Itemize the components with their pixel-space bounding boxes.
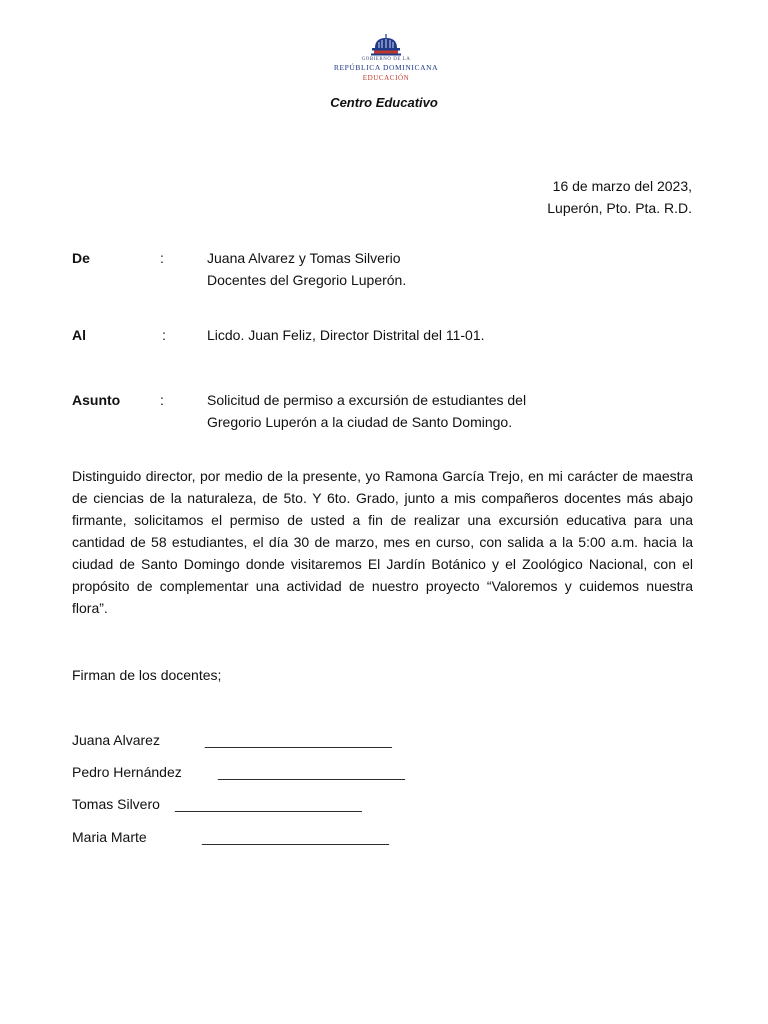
- asunto-colon: :: [160, 392, 164, 408]
- logo-line-educacion: EDUCACIÓN: [362, 74, 410, 82]
- logo-line-gobierno: GOBIERNO DE LA: [361, 57, 411, 62]
- signature-line: ________________________: [175, 796, 362, 812]
- body-paragraph: Distinguido director, por medio de la presente, yo Ramona García Trejo, en mi carácter de maestra de ciencias de la naturaleza, de 5to. Y 6to. Grado, junto a mis compañeros docentes más abajo firmante, solicitamos el permiso de usted a fin de realizar una excursión educativa para una cantidad de 58 estudiantes, el día 30 de marzo, mes en curso, con salida a la 5:00 a.m. hacia la ciudad de Santo Domingo donde visitaremos El Jardín Botánico y el Zoológico Nacional, con el propósito de complementar una actividad de nuestro proyecto “Valoremos y cuidemos nuestra flora”.: [72, 468, 693, 616]
- de-value-line1: Juana Alvarez y Tomas Silverio: [207, 250, 401, 266]
- asunto-label: Asunto: [72, 392, 121, 408]
- al-value-line1: Licdo. Juan Feliz, Director Distrital del 11-01.: [207, 327, 485, 343]
- signature-name: Maria Marte: [72, 829, 147, 845]
- de-colon: :: [160, 250, 164, 266]
- signature-name: Juana Alvarez: [72, 732, 160, 748]
- place-line: Luperón, Pto. Pta. R.D.: [547, 200, 692, 216]
- asunto-value-line2: Gregorio Luperón a la ciudad de Santo Domingo.: [207, 414, 513, 430]
- signature-line: ________________________: [202, 829, 389, 845]
- signature-name: Tomas Silvero: [72, 796, 160, 812]
- signature-line: ________________________: [205, 732, 392, 748]
- al-label: Al: [72, 327, 86, 343]
- al-colon: :: [162, 327, 166, 343]
- firman-heading: Firman de los docentes;: [72, 667, 222, 683]
- logo-line-republica: REPÚBLICA DOMINICANA: [333, 63, 439, 72]
- date-block: [547, 175, 692, 219]
- minerd-logo: [322, 34, 450, 83]
- centro-educativo-title: Centro Educativo: [330, 95, 438, 110]
- date-line: 16 de marzo del 2023,: [552, 178, 692, 194]
- de-value-line2: Docentes del Gregorio Luperón.: [207, 272, 407, 288]
- de-label: De: [72, 250, 90, 266]
- asunto-value-line1: Solicitud de permiso a excursión de estudiantes del: [207, 392, 527, 408]
- dome-emblem-icon: [366, 34, 406, 56]
- signature-line: ________________________: [218, 764, 405, 780]
- signature-name: Pedro Hernández: [72, 764, 182, 780]
